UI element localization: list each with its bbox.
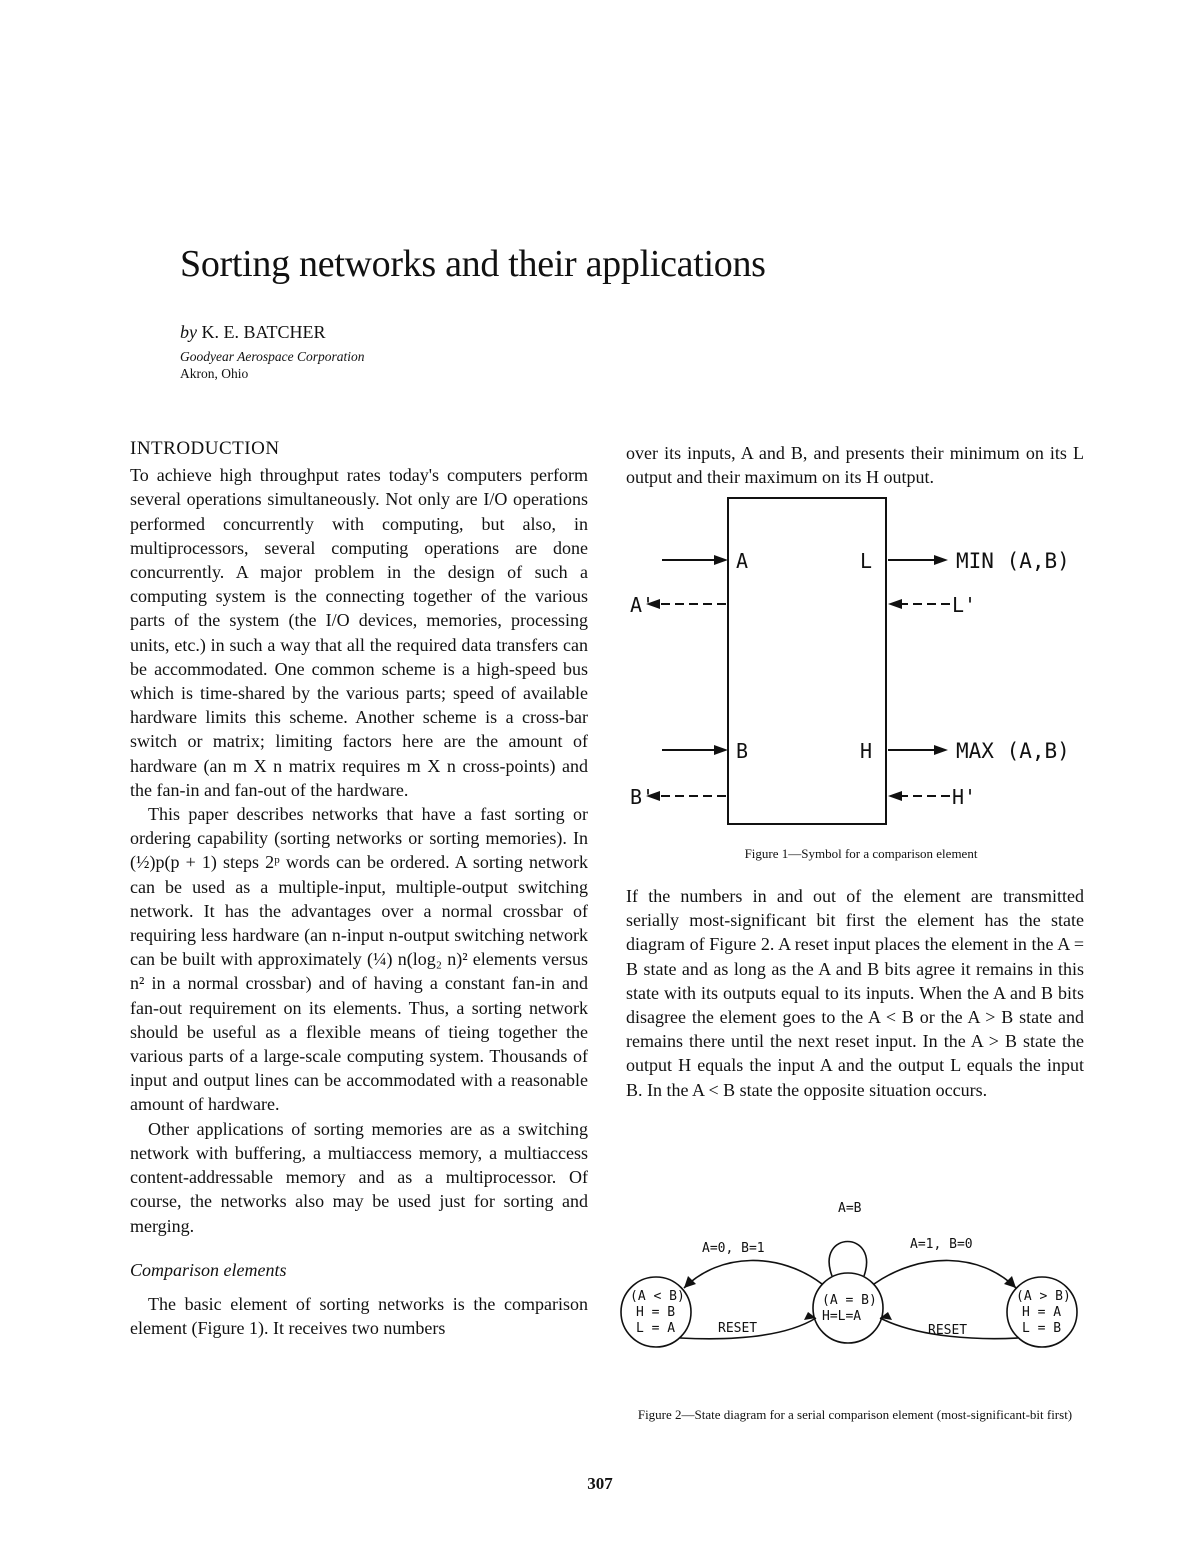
byline (180, 322, 326, 343)
right-state-line-2: H = A (1022, 1305, 1062, 1320)
subsection-heading-comparison-elements: Comparison elements (130, 1259, 287, 1280)
intro-paragraph-2: This paper describes networks that have a fast sorting or ordering capability (sorting networks or sorting memories). In (½)p(p + 1) steps 2ᵖ words can be ordered. A sorting network can be used as a multiple-input, multiple-output switching network. It has the advantages over a normal crossbar of requiring less hardware (an n-input n-output switching network can be built with approximately (¼) n(log₂ n)² elements versus n² in a normal crossbar) and of having a constant fan-in and fan-out requirement on its elements. Thus, a sorting network should be useful as a flexible means of tieing together the various parts of a large-scale computing system. Thousands of input and output lines can be accommodated with a reasonable amount of hardware. (130, 804, 588, 1115)
author-name: K. E. BATCHER (201, 322, 326, 342)
comparison-paragraph: The basic element of sorting networks is the comparison element (Figure 1). It receives two numbers (130, 1293, 588, 1339)
min-output-label: MIN (A,B) (956, 549, 1070, 573)
section-heading-introduction: INTRODUCTION (130, 438, 280, 459)
figure-1-comparison-element-diagram (626, 492, 1096, 832)
input-b-label: B (736, 739, 749, 763)
h-prime-label: H' (952, 785, 977, 809)
self-loop-label: A=B (838, 1201, 862, 1216)
reset-right-label: RESET (928, 1323, 968, 1338)
reset-left-label: RESET (718, 1321, 758, 1336)
figure-1-caption: Figure 1—Symbol for a comparison element (744, 846, 978, 861)
max-output-label: MAX (A,B) (956, 739, 1070, 763)
right-column-paragraph: If the numbers in and out of the element are transmitted serially most-significant bit first the element has the state diagram of Figure 2. A reset input places the element in the A = B state and as long as the A and B bits agree it remains in this state with its outputs equal to its inputs. When the A and B bits disagree the element goes to the A < B or the A > B state and remains there until the next reset input. In the A > B state the output H equals the input A and the output L equals the input B. In the A < B state the opposite situation occurs. (626, 886, 1084, 1100)
state-a-equals-b (813, 1273, 883, 1343)
left-state-line-3: L = A (636, 1321, 676, 1336)
transition-to-greater (874, 1260, 1016, 1288)
left-state-line-2: H = B (636, 1305, 676, 1320)
center-state-line-1: (A = B) (822, 1293, 877, 1308)
intro-paragraph-3: Other applications of sorting memories are as a switching network with buffering, a multiaccess memory, a multiaccess content-addressable memory and as a multiprocessor. Of course, the networks also may be used just for sorting and merging. (130, 1118, 588, 1236)
comparison-element-box (728, 498, 886, 824)
author-location: Akron, Ohio (180, 366, 249, 381)
byline-prefix: by (180, 322, 197, 342)
input-a-label: A (736, 549, 749, 573)
b-prime-label: B' (630, 785, 655, 809)
transition-to-less-label: A=0, B=1 (702, 1241, 765, 1256)
output-l-label: L (860, 549, 873, 573)
output-h-label: H (860, 739, 873, 763)
a-prime-label: A' (630, 593, 655, 617)
left-state-line-1: (A < B) (630, 1289, 685, 1304)
l-prime-label: L' (952, 593, 977, 617)
left-column (130, 437, 588, 1340)
figure-2-state-diagram (610, 1190, 1110, 1390)
right-column-top-text: over its inputs, A and B, and presents their minimum on its L output and their maximum on its H output. (626, 443, 1084, 488)
right-state-line-3: L = B (1022, 1321, 1062, 1336)
figure-2-caption: Figure 2—State diagram for a serial comparison element (most-significant-bit first) (637, 1407, 1073, 1422)
intro-paragraph-1: To achieve high throughput rates today's computers perform several operations simultaneously. Not only are I/O operations performed concurrently with computing, but also, in multiprocessors, several computing operations are done concurrently. A major problem in the design of such a computing system is the connecting together of the various parts of the system (the I/O devices, memories, processing units, etc.) in such a way that all the required data transfers can be accommodated. One common scheme is a high-speed bus which is time-shared by the various parts; speed of available hardware limits this scheme. Another scheme is a cross-bar switch or matrix; limiting factors here are the amount of hardware (an m X n matrix requires m X n cross-points) and the fan-in and fan-out of the hardware. (130, 465, 588, 800)
transition-to-greater-label: A=1, B=0 (910, 1237, 973, 1252)
center-state-line-2: H=L=A (822, 1309, 862, 1324)
transition-to-less (684, 1260, 822, 1288)
author-affiliation: Goodyear Aerospace Corporation (180, 349, 365, 364)
right-state-line-1: (A > B) (1016, 1289, 1071, 1304)
self-loop-arrow (829, 1242, 866, 1277)
paper-title: Sorting networks and their applications (180, 243, 766, 285)
page-number: 307 (587, 1474, 613, 1493)
